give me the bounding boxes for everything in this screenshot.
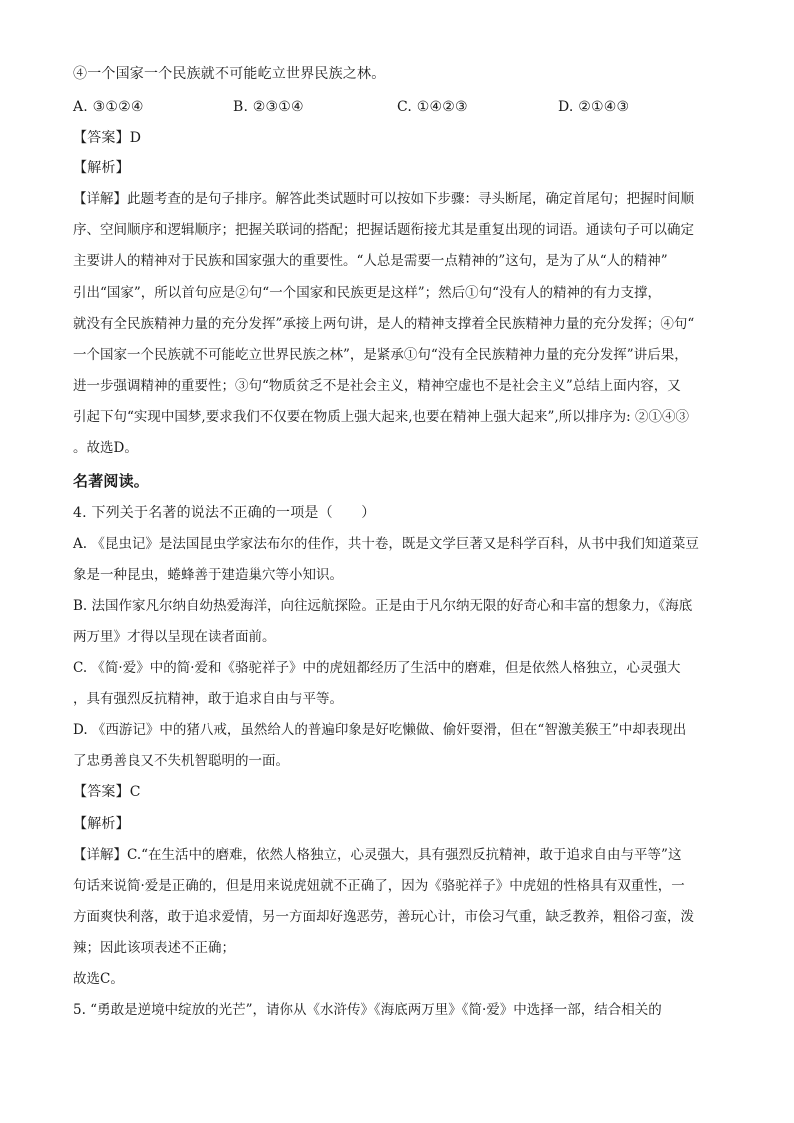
q3-option-b: B. ②③①④ — [233, 99, 304, 115]
q3-detail-line: 引起下句“实现中国梦,要求我们不仅要在物质上强大起来,也要在精神上强大起来”,所以排序为: ②①④③ — [73, 409, 690, 425]
q4-option-line: A. 《昆虫记》是法国昆虫学家法布尔的佳作，共十卷，既是文学巨著又是科学百科，从书中我们知道菜豆 — [73, 536, 699, 552]
q3-detail-line: 引出“国家”，所以首句应是②句“一个国家和民族更是这样”；然后①句“没有人的精神的有力支撑， — [73, 285, 662, 301]
q4-option-line: ，具有强烈反抗精神，敢于追求自由与平等。 — [73, 691, 343, 707]
q4-option-line: 两万里》才得以呈现在读者面前。 — [73, 629, 276, 645]
q3-answer: 【答案】D — [73, 130, 142, 146]
q4-stem: 4. 下列关于名著的说法不正确的一项是（ ） — [73, 505, 376, 521]
q4-option-line: 了忠勇善良又不失机智聪明的一面。 — [73, 753, 289, 769]
q3-item-4: ④一个国家一个民族就不可能屹立世界民族之林。 — [73, 66, 386, 82]
q3-analysis-label: 【解析】 — [73, 160, 130, 176]
q3-detail-line: 一个国家一个民族就不可能屹立世界民族之林”，是紧承①句“没有全民族精神力量的充分发挥”讲后果， — [73, 347, 688, 363]
q3-option-c: C. ①④②③ — [397, 99, 468, 115]
q5-stem: 5. “勇敢是逆境中绽放的光芒”，请你从《水浒传》《海底两万里》《简·爱》中选择一部，结合相关的 — [73, 1002, 662, 1018]
q4-analysis-label: 【解析】 — [73, 816, 130, 832]
q4-option-line: 象是一种昆虫，蜷蜂善于建造巢穴等小知识。 — [73, 567, 343, 583]
q4-option-line: C. 《简·爱》中的简·爱和《骆驼祥子》中的虎妞都经历了生活中的磨难，但是依然人格独立，心灵强大 — [73, 660, 681, 676]
q4-detail-line: 辣；因此该项表述不正确； — [73, 940, 235, 956]
q4-detail-line: 句话来说简·爱是正确的，但是用来说虎妞就不正确了，因为《骆驼祥子》中虎妞的性格具有双重性，一 — [73, 878, 685, 894]
q4-answer: 【答案】C — [73, 784, 141, 800]
q3-option-d: D. ②①④③ — [558, 99, 630, 115]
section-title: 名著阅读。 — [73, 472, 150, 490]
q4-detail-line: 【详解】C.“在生活中的磨难，依然人格独立，心灵强大，具有强烈反抗精神，敢于追求自由与平等”这 — [73, 847, 682, 863]
q4-option-line: B. 法国作家凡尔纳自幼热爱海洋，向往远航探险。正是由于凡尔纳无限的好奇心和丰富的想象力，《海底 — [73, 598, 693, 614]
q3-option-a: A. ③①②④ — [73, 99, 144, 115]
q3-detail-line: 【详解】此题考查的是句子排序。解答此类试题时可以按如下步骤：寻头断尾，确定首尾句；把握时间顺 — [73, 191, 694, 207]
q3-detail-line: 就没有全民族精神力量的充分发挥”承接上两句讲，是人的精神支撑着全民族精神力量的充分发挥；④句“ — [73, 316, 695, 332]
q4-option-line: D. 《西游记》中的猪八戒，虽然给人的普遍印象是好吃懒做、偷奸耍滑，但在“智激美猴王”中却表现出 — [73, 722, 687, 738]
q3-detail-line: 主要讲人的精神对于民族和国家强大的重要性。“人总是需要一点精神的”这句，是为了从“人的精神” — [73, 253, 668, 269]
q3-detail-line: 序、空间顺序和逻辑顺序；把握关联词的搭配；把握话题衔接尤其是重复出现的词语。通读句子可以确定 — [73, 222, 694, 238]
q3-detail-line: 。故选D。 — [73, 440, 138, 456]
q4-detail-line: 故选C。 — [73, 971, 124, 987]
q4-detail-line: 方面爽快利落，敢于追求爱情，另一方面却好逸恶劳，善玩心计，市侩习气重，缺乏教养，粗俗刁蛮，泼 — [73, 909, 694, 925]
q3-detail-line: 进一步强调精神的重要性；③句“物质贫乏不是社会主义，精神空虚也不是社会主义”总结上面内容，又 — [73, 378, 681, 394]
